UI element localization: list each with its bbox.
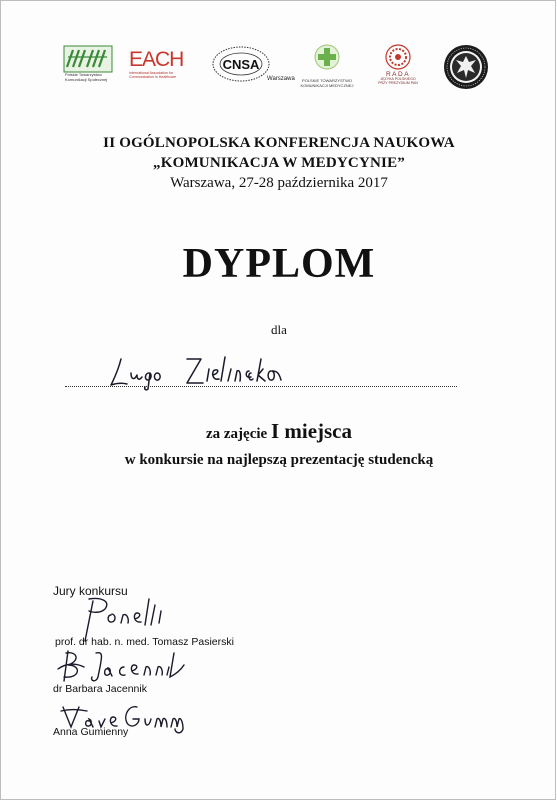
ptkm-logo bbox=[297, 43, 357, 88]
juror-2-name: dr Barbara Jacennik bbox=[53, 683, 147, 695]
ptkps-logo bbox=[63, 45, 125, 82]
rada-wordmark: RADA bbox=[385, 71, 411, 78]
juror-3-name: Anna Gumienny bbox=[53, 726, 129, 738]
juror-1-name: prof. dr hab. n. med. Tomasz Pasierski bbox=[55, 636, 234, 648]
cnsa-logo bbox=[209, 44, 295, 84]
each-caption-1: International Association for bbox=[129, 71, 174, 75]
each-caption-2: Communication in Healthcare bbox=[129, 75, 177, 79]
ptkps-emblem-icon bbox=[63, 45, 113, 73]
eagle-seal-icon bbox=[442, 43, 490, 91]
ptkm-caption-1: POLSKIE TOWARZYSTWO bbox=[302, 78, 352, 83]
rada-caption-1: JĘZYKA POLSKIEGO bbox=[380, 77, 416, 81]
award-place bbox=[1, 419, 557, 444]
rada-emblem-icon bbox=[369, 43, 427, 77]
conference-name: II OGÓLNOPOLSKA KONFERENCJA NAUKOWA bbox=[103, 135, 455, 151]
cnsa-wordmark: CNSA bbox=[222, 57, 260, 72]
conference-theme: „KOMUNIKACJA W MEDYCYNIE” bbox=[153, 155, 405, 171]
recipient-dotted-line bbox=[65, 386, 457, 387]
green-cross-icon bbox=[297, 43, 357, 79]
rada-caption-2: PRZY PREZYDIUM PAN bbox=[378, 81, 418, 85]
ptkps-caption-2: Komunikacji Społecznej bbox=[65, 76, 108, 82]
cnsa-seal-icon bbox=[209, 44, 295, 84]
jury-label: Jury konkursu bbox=[53, 584, 128, 598]
conference-place-date: Warszawa, 27-28 października 2017 bbox=[170, 175, 388, 191]
award-prefix: za zajęcie bbox=[205, 426, 271, 442]
each-logo bbox=[129, 49, 201, 79]
rada-logo bbox=[369, 43, 427, 85]
juror-2-signature bbox=[56, 647, 196, 687]
ptkm-caption-2: KOMUNIKACJI MEDYCZNEJ bbox=[300, 82, 354, 88]
recipient-handwritten-name bbox=[101, 353, 311, 393]
cnsa-caption: Warszawa bbox=[267, 76, 295, 82]
for-label: dla bbox=[271, 322, 287, 337]
each-wordmark: EACH bbox=[129, 48, 184, 71]
university-seal-logo bbox=[442, 43, 490, 91]
diploma-title: DYPLOM bbox=[182, 241, 376, 287]
conference-header bbox=[1, 133, 557, 193]
award-competition: w konkursie na najlepszą prezentację studencką bbox=[124, 452, 434, 468]
ptkps-caption-1: Polskie Towarzystwo bbox=[65, 72, 102, 77]
award-place-value: I miejsca bbox=[270, 419, 352, 443]
